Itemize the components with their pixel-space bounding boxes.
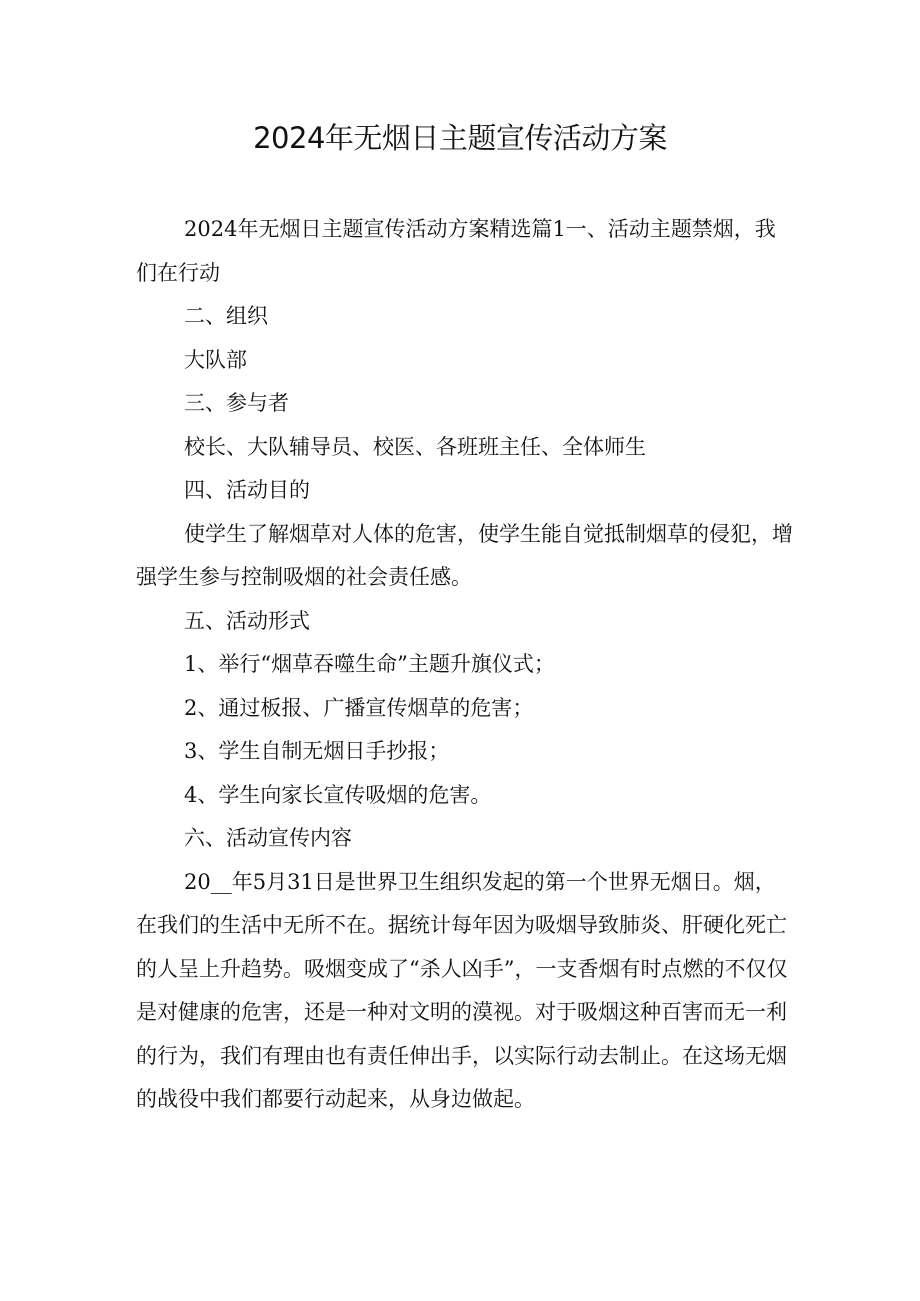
list-item-blackboard: 2、通过板报、广播宣传烟草的危害； — [184, 695, 534, 720]
heading-purpose: 四、活动目的 — [184, 478, 310, 502]
document-title: 2024年无烟日主题宣传活动方案 — [253, 121, 667, 155]
document-body — [136, 208, 796, 1122]
paragraph-organizer: 大队部 — [184, 347, 247, 372]
paragraph-theme: 2024年无烟日主题宣传活动方案精选篇1一、活动主题禁烟，我们在行动 — [136, 217, 776, 285]
heading-organization: 二、组织 — [184, 304, 268, 328]
list-item-handmade-paper: 3、学生自制无烟日手抄报； — [184, 739, 450, 763]
list-item-flag-ceremony: 1、举行“烟草吞噬生命”主题升旗仪式； — [184, 652, 555, 676]
heading-content: 六、活动宣传内容 — [184, 826, 352, 850]
heading-format: 五、活动形式 — [184, 608, 310, 633]
paragraph-content: 20__年5月31日是世界卫生组织发起的第一个世界无烟日。烟，在我们的生活中无所不在。据统计每年因为吸烟导致肺炎、肝硬化死亡的人呈上升趋势。吸烟变成了“杀人凶手”，一支香烟有时点燃的不仅仅是对健康的危害，还是一种对文明的漠视。对于吸烟这种百害而无一利的行为，我们有理由也有责任伸出手，以实际行动去制止。在这场无烟的战役中我们都要行动起来，从身边做起。 — [136, 869, 788, 1111]
list-item-parents: 4、学生向家长宣传吸烟的危害。 — [184, 782, 492, 807]
paragraph-participants: 校长、大队辅导员、校医、各班班主任、全体师生 — [184, 434, 646, 459]
heading-participants: 三、参与者 — [184, 391, 289, 415]
paragraph-purpose: 使学生了解烟草对人体的危害，使学生能自觉抵制烟草的侵犯，增强学生参与控制吸烟的社会责任感。 — [136, 521, 793, 589]
